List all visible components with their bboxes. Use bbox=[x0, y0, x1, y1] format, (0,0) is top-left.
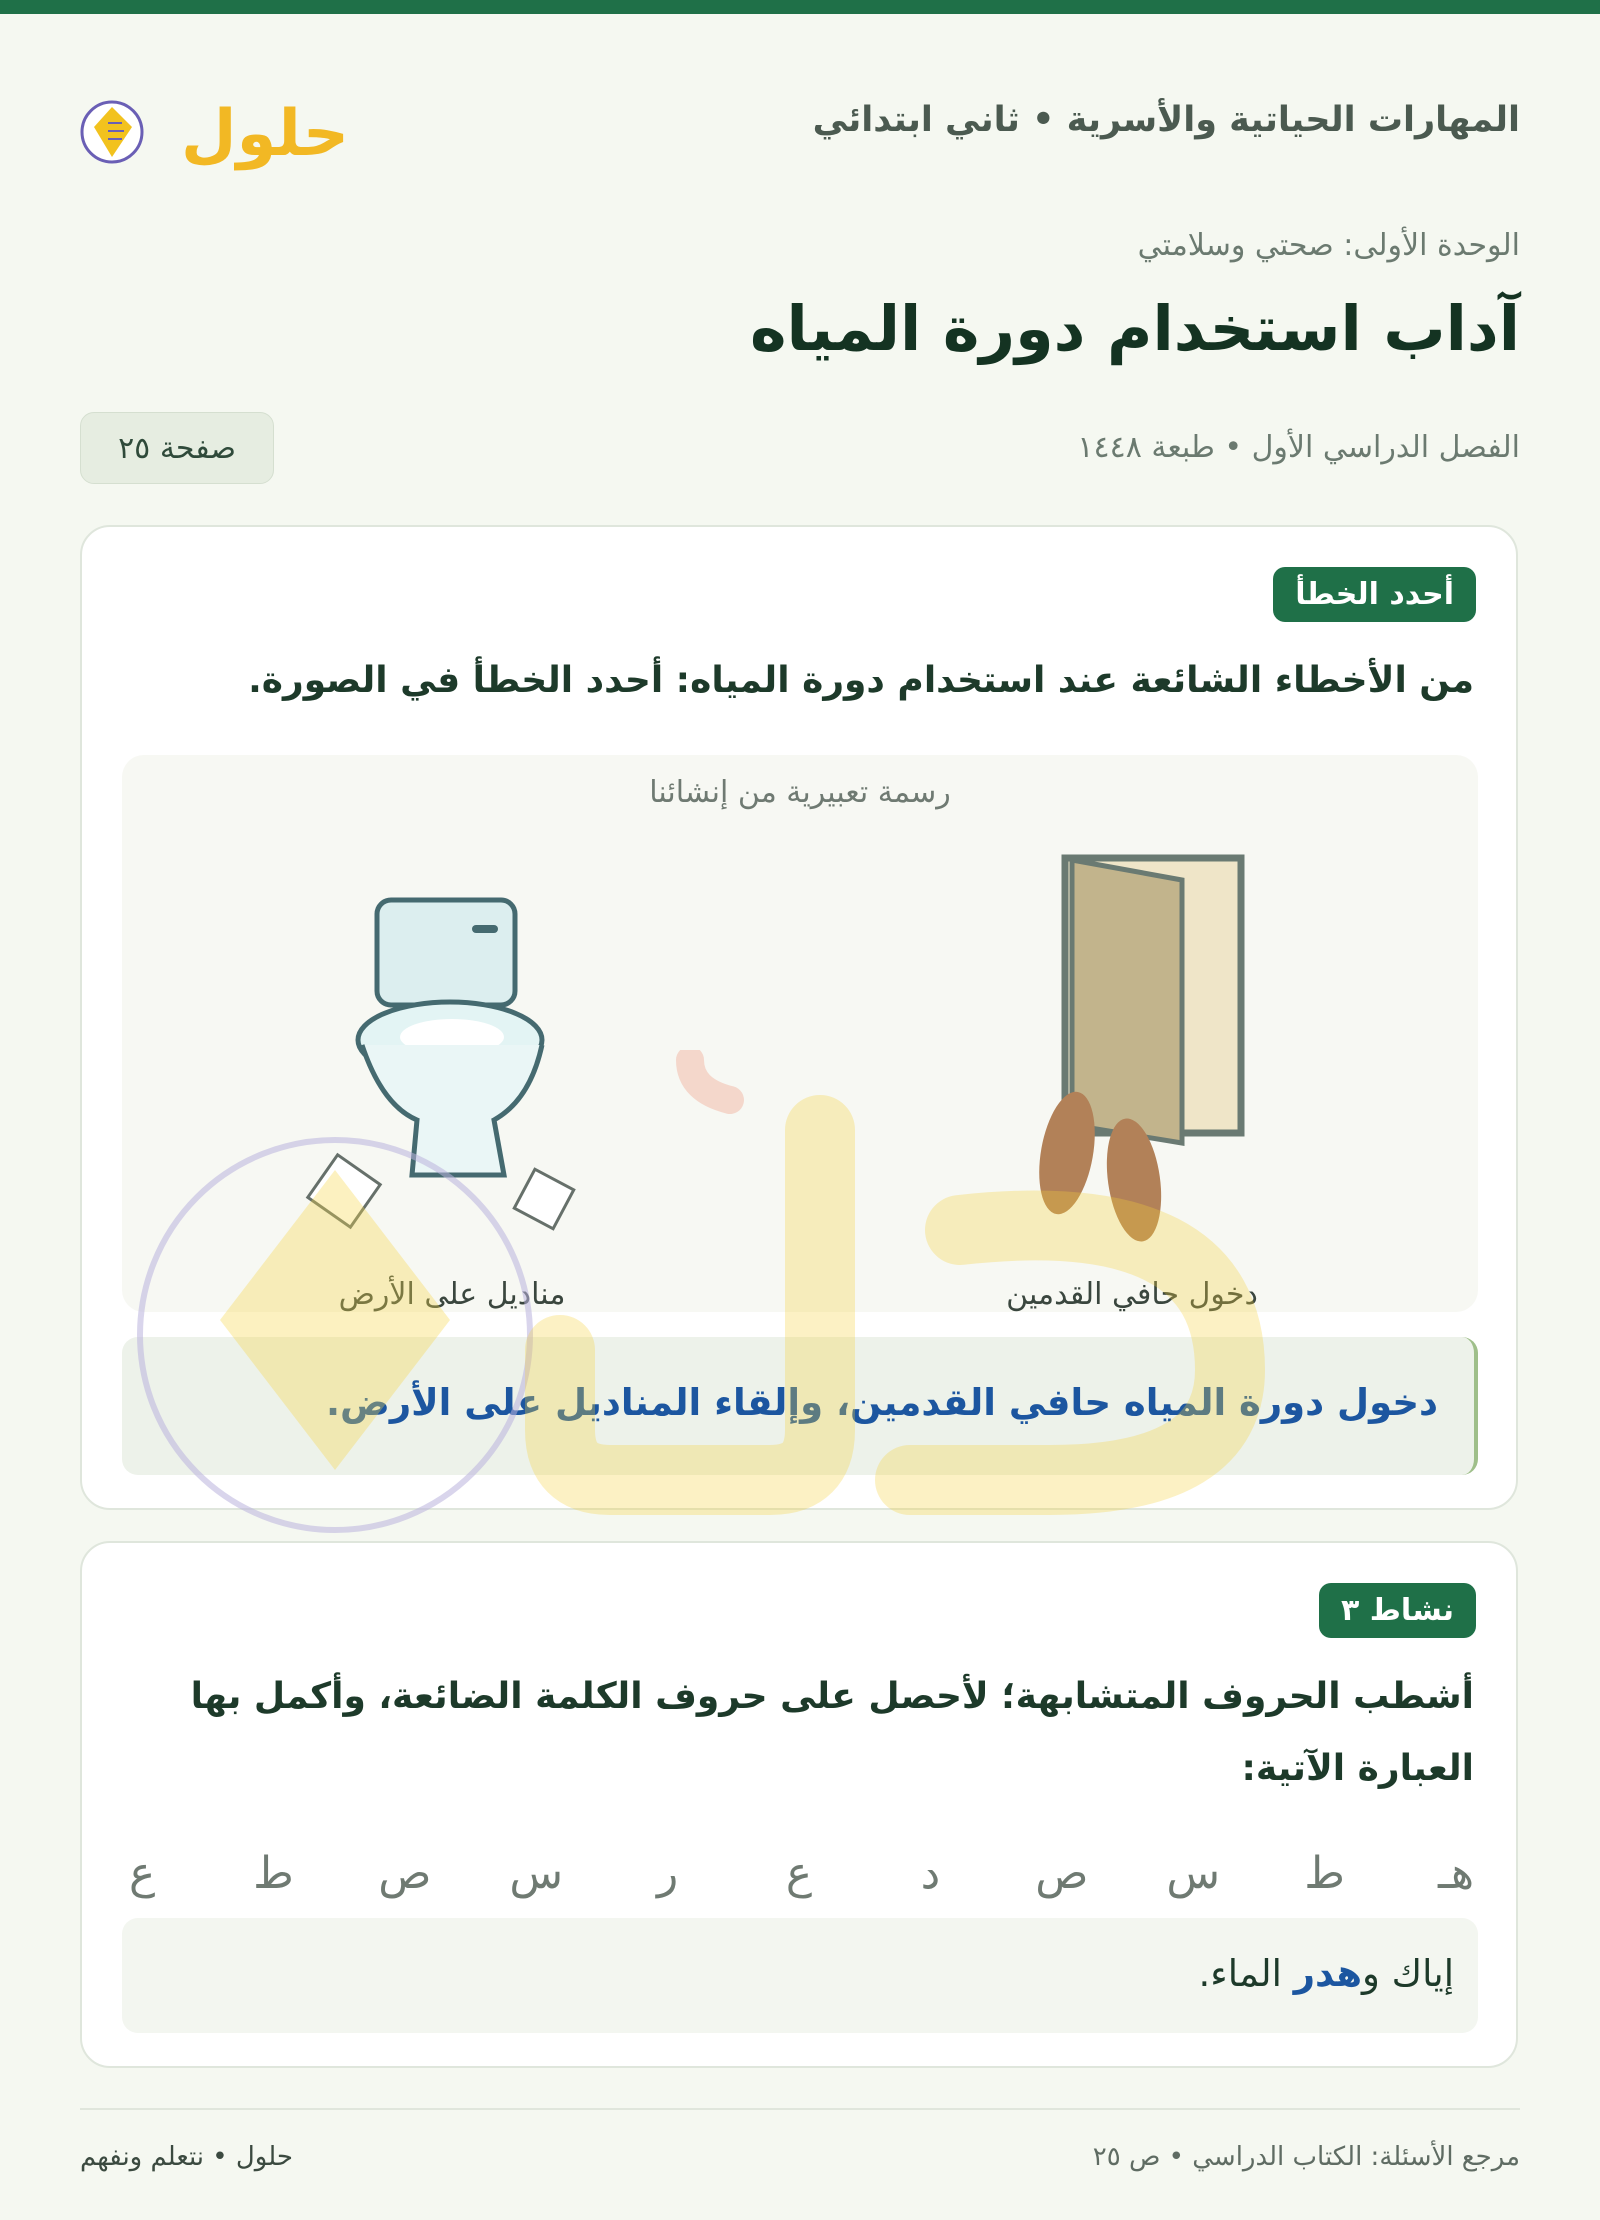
illustration bbox=[122, 755, 1478, 1312]
term-label: الفصل الدراسي الأول • طبعة ١٤٤٨ bbox=[1077, 430, 1520, 465]
series-title: المهارات الحياتية والأسرية • ثاني ابتدائي bbox=[812, 100, 1520, 140]
logo-icon bbox=[80, 65, 380, 185]
footer-brand: حلول • نتعلم ونفهم bbox=[80, 2142, 293, 2172]
find-mistake-chip: أحدد الخطأ bbox=[1273, 567, 1476, 622]
letter[interactable]: ص bbox=[1035, 1848, 1089, 1899]
letter[interactable]: ع bbox=[128, 1848, 156, 1899]
letter[interactable]: ط bbox=[1304, 1848, 1345, 1899]
letter[interactable]: د bbox=[920, 1848, 941, 1899]
header bbox=[80, 60, 1520, 190]
door-icon bbox=[1065, 858, 1241, 1143]
letter[interactable]: ر bbox=[657, 1848, 679, 1899]
top-accent-bar bbox=[0, 0, 1600, 14]
letter[interactable]: ع bbox=[785, 1848, 813, 1899]
label-barefoot: دخول حافي القدمين bbox=[1006, 1277, 1258, 1312]
letters-row bbox=[112, 1848, 1486, 1908]
tissue-icon bbox=[514, 1169, 574, 1229]
activity-chip: نشاط ٣ bbox=[1319, 1583, 1476, 1638]
letter[interactable]: هـ bbox=[1437, 1848, 1475, 1899]
find-mistake-card bbox=[80, 525, 1518, 1510]
label-tissues-floor: مناديل على الأرض bbox=[338, 1277, 566, 1312]
page-badge: صفحة ٢٥ bbox=[80, 412, 274, 484]
letter[interactable]: س bbox=[509, 1848, 564, 1899]
toilet-icon bbox=[358, 900, 542, 1175]
answer-box bbox=[122, 1337, 1478, 1475]
missing-word: هدر bbox=[1293, 1952, 1363, 1995]
letter[interactable]: ص bbox=[378, 1848, 432, 1899]
footer-divider bbox=[80, 2108, 1520, 2110]
svg-text:حلول: حلول bbox=[181, 97, 349, 171]
fill-in-box bbox=[122, 1918, 1478, 2033]
illustration-drawing bbox=[122, 755, 1478, 1312]
question-text: من الأخطاء الشائعة عند استخدام دورة المياه: أحدد الخطأ في الصورة. bbox=[248, 660, 1474, 701]
illustration-caption: رسمة تعبيرية من إنشائنا bbox=[649, 775, 951, 810]
fill-sentence bbox=[1199, 1952, 1454, 1995]
letter[interactable]: ط bbox=[253, 1848, 294, 1899]
tissue-icon bbox=[308, 1155, 380, 1227]
sentence-start: إياك و bbox=[1362, 1952, 1454, 1995]
activity-card bbox=[80, 1541, 1518, 2068]
brand-logo[interactable] bbox=[80, 65, 380, 185]
answer-text: دخول دورة المياه حافي القدمين، وإلقاء المناديل على الأرض. bbox=[326, 1381, 1438, 1424]
page-title: آداب استخدام دورة المياه bbox=[749, 292, 1520, 365]
unit-label: الوحدة الأولى: صحتي وسلامتي bbox=[1137, 228, 1520, 263]
footer-reference: مرجع الأسئلة: الكتاب الدراسي • ص ٢٥ bbox=[1092, 2142, 1520, 2172]
sentence-end: الماء. bbox=[1198, 1952, 1294, 1995]
activity-question: أشطب الحروف المتشابهة؛ لأحصل على حروف الكلمة الضائعة، وأكمل بها العبارة الآتية: bbox=[190, 1676, 1474, 1789]
letter[interactable]: س bbox=[1166, 1848, 1221, 1899]
